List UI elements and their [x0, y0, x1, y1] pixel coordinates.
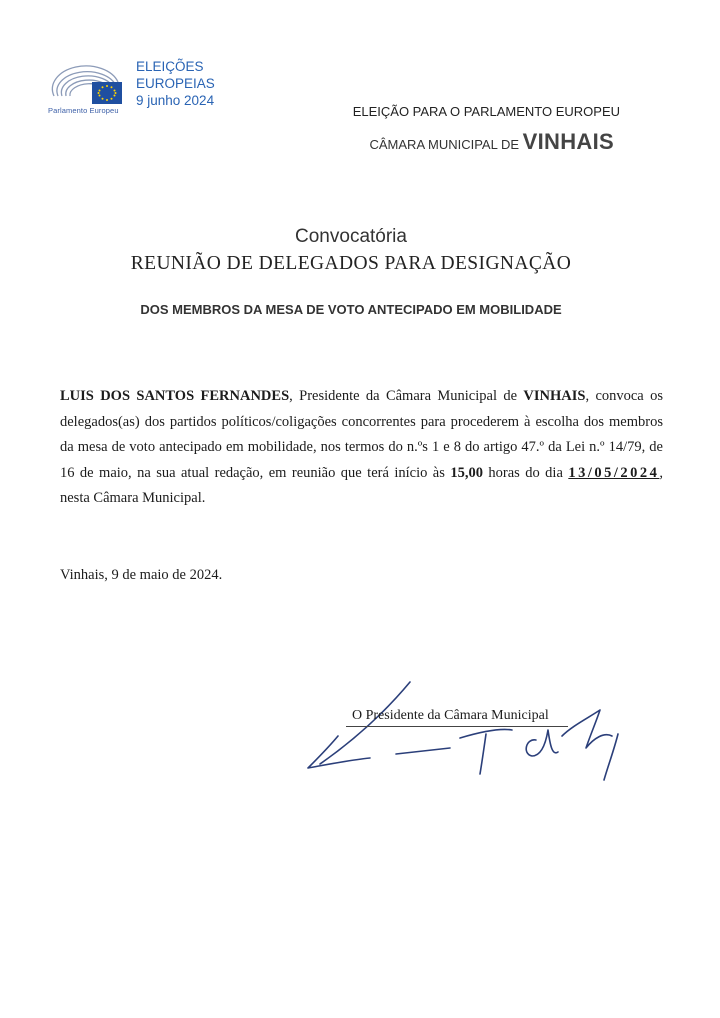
meeting-date: 13/05/2024 — [568, 464, 660, 481]
president-name: LUIS DOS SANTOS FERNANDES — [60, 388, 290, 404]
logo-line-2: EUROPEIAS — [136, 76, 215, 91]
meeting-hour: 15,00 — [450, 464, 483, 481]
header-municipality-name: VINHAIS — [522, 129, 614, 154]
logo-line-1: ELEIÇÕES — [136, 59, 204, 74]
signature-line — [346, 726, 568, 727]
body-text-4: , nesta Câmara Municipal. — [60, 464, 664, 506]
european-elections-logo — [48, 58, 228, 124]
handwritten-signature — [300, 676, 630, 786]
header-municipality — [370, 129, 615, 155]
parliament-hemicycle-logo-icon — [48, 62, 128, 106]
municipality-name: VINHAIS — [523, 388, 586, 404]
convocation-paragraph — [60, 384, 663, 512]
body-text-3: horas do dia — [482, 464, 569, 481]
signature-label: O Presidente da Câmara Municipal — [352, 708, 549, 723]
body-text-1: , Presidente da Câmara Municipal de — [289, 388, 524, 404]
header-election-title: ELEIÇÃO PARA O PARLAMENTO EUROPEU — [352, 104, 620, 119]
header-municipality-prefix: CÂMARA MUNICIPAL DE — [369, 137, 520, 152]
logo-parliament-caption: Parlamento Europeu — [48, 106, 119, 115]
logo-text — [136, 58, 215, 109]
document-subtitle-2: DOS MEMBROS DA MESA DE VOTO ANTECIPADO EM MOBILIDADE — [140, 302, 562, 317]
place-and-date: Vinhais, 9 de maio de 2024. — [60, 567, 223, 583]
document-title: Convocatória — [295, 226, 407, 247]
document-subtitle: REUNIÃO DE DELEGADOS PARA DESIGNAÇÃO — [130, 253, 572, 274]
logo-line-3: 9 junho 2024 — [136, 93, 215, 108]
body-text-2: , convoca os delegados(as) dos partidos políticos/coligações concorrentes para procederem à escolha dos membros da mesa de voto antecipado em mobilidade, nos termos do n.ºs 1 e 8 do artigo 47.º da Lei n.º 14/79, de 16 de maio, na sua atual redação, em reunião que terá início às — [60, 388, 664, 481]
